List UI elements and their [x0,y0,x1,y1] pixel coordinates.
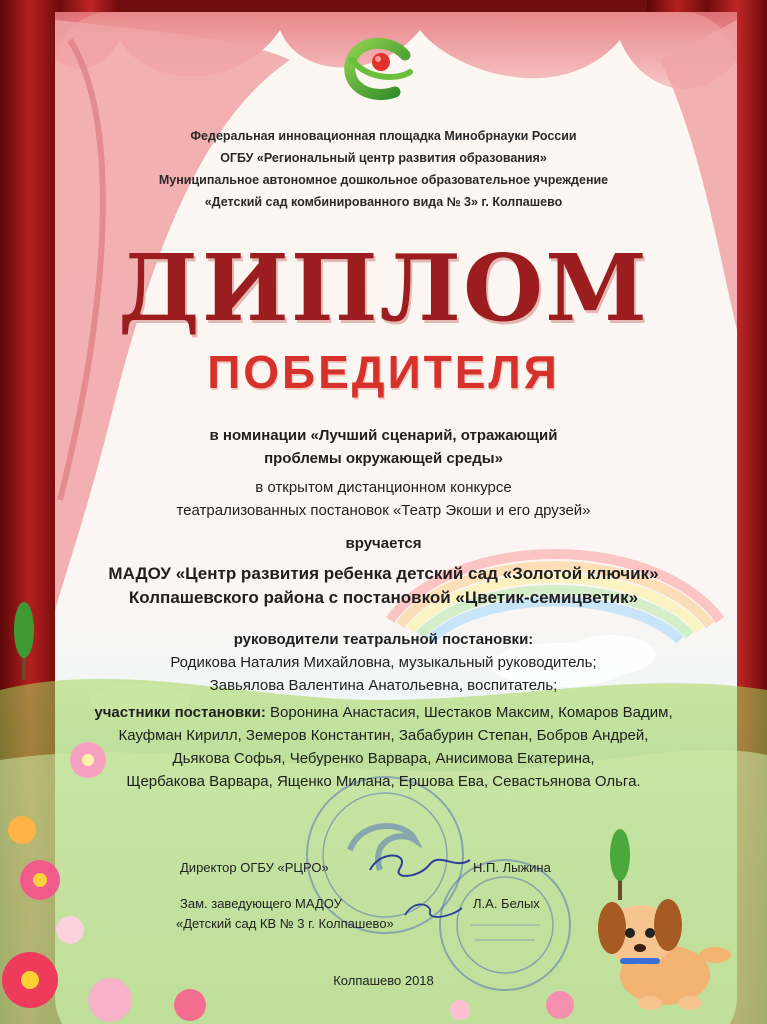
leaders-block [0,628,767,697]
director-title: Директор ОГБУ «РЦРО» [180,860,329,875]
diploma-subtitle: ПОБЕДИТЕЛЯ [207,346,560,398]
diploma-title: ДИПЛОМ [118,234,649,342]
recipient-line-1: МАДОУ «Центр развития ребенка детский сад «Золотой ключик» [108,564,659,583]
deputy-name: Л.А. Белых [473,896,540,911]
participants-line-2: Кауфман Кирилл, Земеров Константин, Забабурин Степан, Бобров Андрей, [118,727,649,744]
recipient-text [0,562,767,610]
deputy-title-1: Зам. заведующего МАДОУ [180,896,342,911]
recipient-line-2: Колпашевского района с постановкой «Цветик-семицветик» [128,588,639,607]
header-line-4: «Детский сад комбинированного вида № 3» г. Колпашево [204,195,563,209]
header-line-3: Муниципальное автономное дошкольное образовательное учреждение [158,173,609,187]
contest-line-1: в открытом дистанционном конкурсе [255,479,512,496]
footer-place-year: Колпашево 2018 [333,973,434,988]
header-line-1: Федеральная инновационная площадка Минобрнауки России [190,129,577,143]
header-line-2: ОГБУ «Региональный центр развития образования» [220,151,547,165]
nomination-line-1: в номинации «Лучший сценарий, отражающий [209,427,558,444]
leader-1: Родикова Наталия Михайловна, музыкальный руководитель; [170,654,597,671]
contest-line-2: театрализованных постановок «Театр Экоши и его друзей» [176,502,591,519]
nomination-text [0,424,767,470]
participants-heading: участники постановки: [94,704,266,721]
contest-text [0,476,767,522]
participants-line-3: Дьякова Софья, Чебуренко Варвара, Анисимова Екатерина, [172,750,595,767]
nomination-line-2: проблемы окружающей среды» [264,450,503,467]
participants-block [0,701,767,793]
participants-line-4: Щербакова Варвара, Ященко Милана, Ершова Ева, Севастьянова Ольга. [126,773,641,790]
leaders-heading: руководители театральной постановки: [233,631,534,648]
issuer-header [0,125,767,213]
deputy-title-2: «Детский сад КВ № 3 г. Колпашево» [176,916,394,931]
participants-names-1: Воронина Анастасия, Шестаков Максим, Комаров Вадим, [270,704,673,721]
participants-line-1 [0,701,767,724]
director-name: Н.П. Лыжина [473,860,551,875]
awarded-label: вручается [345,535,422,552]
leader-2: Завьялова Валентина Анатольевна, воспитатель; [209,677,558,694]
